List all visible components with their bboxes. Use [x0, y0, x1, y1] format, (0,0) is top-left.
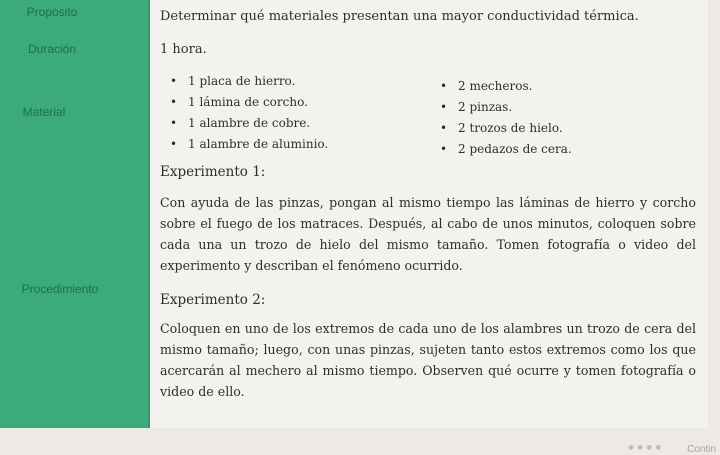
label-material-text: Material — [22, 105, 66, 119]
experiment-2-text: Coloquen en uno de los extremos de cada uno de los alambres un trozo de cera del mismo tamaño; luego, con unas pinzas, sujeten tanto estos extremos como los que acercarán al mechero al mismo tiempo. Observen qué ocurre y tomen fotografía o video de ello. — [160, 321, 696, 399]
row-proposito — [0, 0, 708, 37]
continue-label: Contin — [687, 444, 716, 455]
material-item: • 1 lámina de corcho. — [170, 95, 308, 109]
label-duracion — [0, 36, 150, 66]
label-procedimiento — [0, 158, 150, 428]
material-item: • 1 alambre de aluminio. — [170, 137, 329, 151]
label-proposito-text: Propósito — [26, 5, 78, 19]
label-procedimiento-text: Procedimiento — [21, 282, 99, 296]
row-material — [0, 66, 708, 159]
label-proposito — [0, 0, 150, 36]
content-proposito — [150, 0, 708, 36]
decorative-dots: ● ● ● ● — [628, 444, 662, 451]
content-material — [150, 66, 708, 158]
content-duracion — [150, 36, 708, 66]
row-duracion — [0, 36, 708, 67]
label-duracion-text: Duración — [27, 42, 77, 56]
duracion-text: 1 hora. — [160, 42, 207, 57]
experiment-1-title: Experimento 1: — [160, 164, 266, 180]
content-procedimiento — [150, 158, 708, 428]
label-material — [0, 66, 150, 158]
material-item: • 2 pedazos de cera. — [440, 142, 572, 156]
material-item: • 2 mecheros. — [440, 79, 533, 93]
proposito-text: Determinar qué materiales presentan una mayor conductividad térmica. — [160, 9, 639, 24]
row-procedimiento — [0, 158, 708, 428]
experiment-2-title: Experimento 2: — [160, 292, 266, 308]
material-item: • 2 pinzas. — [440, 100, 513, 114]
experiment-1-text: Con ayuda de las pinzas, pongan al mismo tiempo las láminas de hierro y corcho sobre el fuego de los matraces. Después, al cabo de unos minutos, coloquen sobre cada una un trozo de hielo del mismo tamaño. Tomen fotografía o video del experimento y describan el fenómeno ocurrido. — [160, 195, 696, 273]
material-item: • 2 trozos de hielo. — [440, 121, 563, 135]
material-item: • 1 alambre de cobre. — [170, 116, 311, 130]
material-item: • 1 placa de hierro. — [170, 74, 296, 88]
